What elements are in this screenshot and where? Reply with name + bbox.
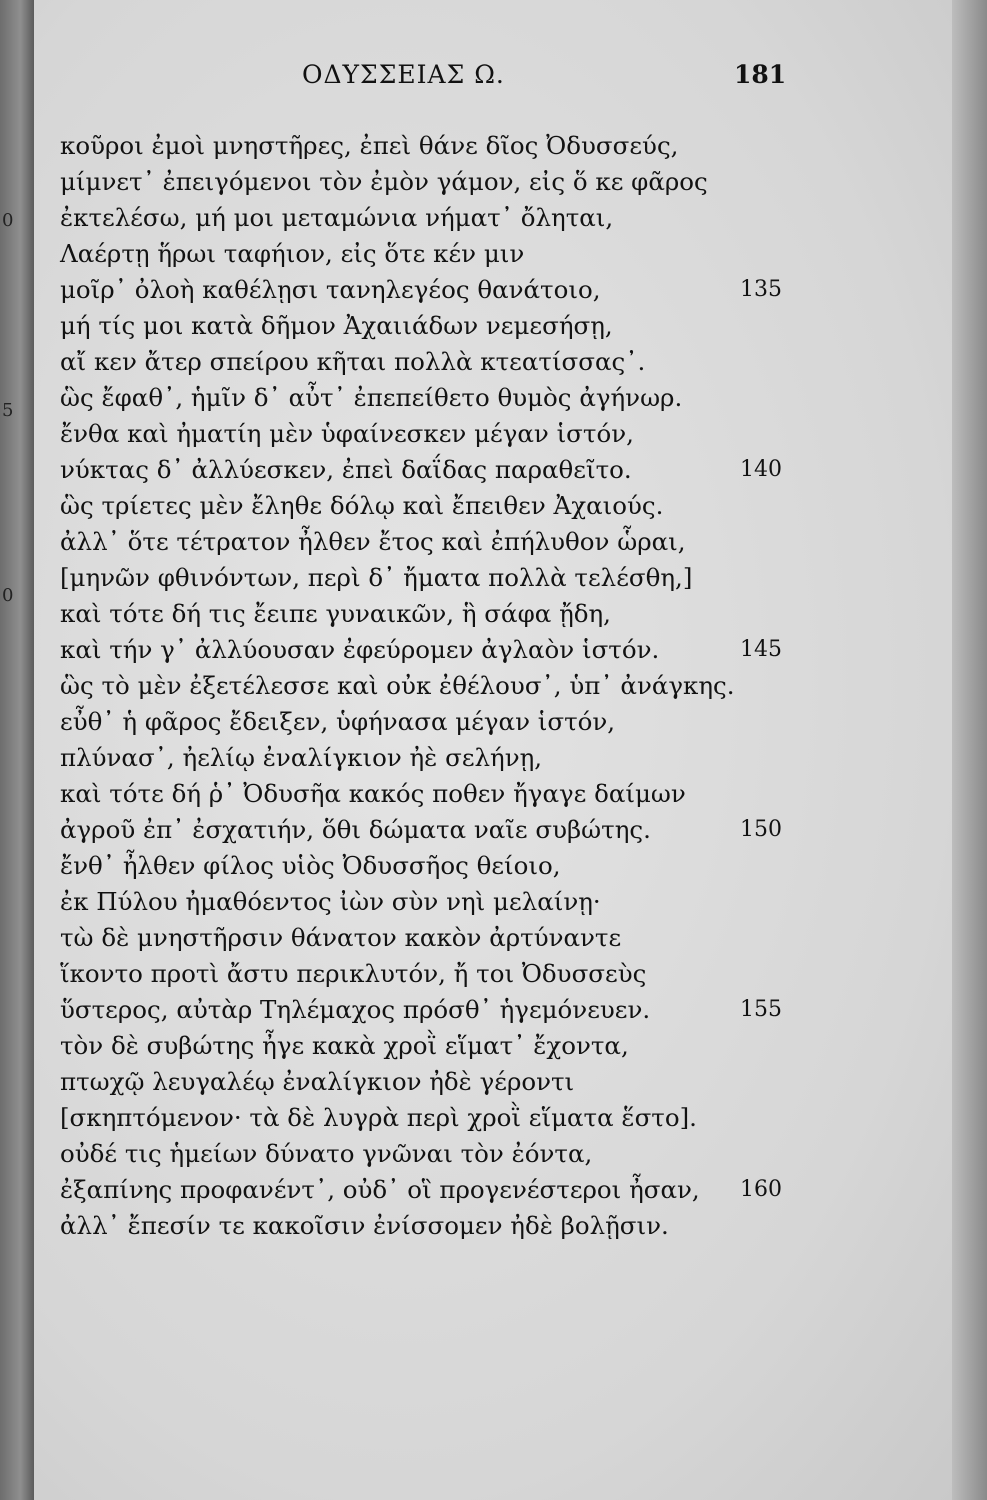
verse-text: κοῦροι ἐμοὶ μνηστῆρες, ἐπεὶ θάνε δῖος Ὀδυσσεύς, [60,131,679,160]
verse-line [60,560,820,596]
page-number: 181 [734,60,787,89]
line-number: 145 [740,637,782,662]
verse-line [60,524,820,560]
verse-text: εὖθ᾽ ἡ φᾶρος ἔδειξεν, ὑφήνασα μέγαν ἱστόν, [60,707,616,736]
verse-line [60,236,820,272]
verse-text: μοῖρ᾽ ὀλοὴ καθέλῃσι τανηλεγέος θανάτοιο, [60,275,601,304]
verse-line [60,488,820,524]
line-number: 160 [740,1177,782,1202]
verse-text: πλύνασ᾽, ἠελίῳ ἐναλίγκιον ἠὲ σελήνῃ, [60,743,543,772]
verse-line [60,596,820,632]
verse-line [60,884,820,920]
verse-line [60,380,820,416]
verse-line [60,272,820,308]
verse-line [60,740,820,776]
verse-line [60,1172,820,1208]
verse-block [60,128,820,1244]
verse-text: ὣς τρίετες μὲν ἔληθε δόλῳ καὶ ἔπειθεν Ἀχαιούς. [60,491,664,520]
edge-mark: 5 [2,400,14,421]
verse-text: ἵκοντο προτὶ ἄστυ περικλυτόν, ἤ τοι Ὀδυσσεὺς [60,959,647,988]
verse-text: ἀλλ᾽ ὅτε τέτρατον ἦλθεν ἔτος καὶ ἐπήλυθον ὧραι, [60,527,686,556]
verse-text: [μηνῶν φθινόντων, περὶ δ᾽ ἤματα πολλὰ τελέσθη,] [60,563,693,592]
facing-page-edge [0,0,34,1500]
verse-text: νύκτας δ᾽ ἀλλύεσκεν, ἐπεὶ δαΐδας παραθεῖτο. [60,455,632,484]
verse-text: οὐδέ τις ἡμείων δύνατο γνῶναι τὸν ἐόντα, [60,1139,593,1168]
verse-text: καὶ τότε δή ῥ᾽ Ὀδυσῆα κακός ποθεν ἤγαγε δαίμων [60,779,686,808]
verse-text: ὣς τὸ μὲν ἐξετέλεσσε καὶ οὐκ ἐθέλουσ᾽, ὑπ᾽ ἀνάγκης. [60,671,735,700]
verse-text: ὣς ἔφαθ᾽, ἡμῖν δ᾽ αὖτ᾽ ἐπεπείθετο θυμὸς ἀγήνωρ. [60,383,683,412]
verse-line [60,920,820,956]
line-number: 140 [740,457,782,482]
verse-line [60,668,820,704]
verse-text: αἴ κεν ἄτερ σπείρου κῆται πολλὰ κτεατίσσας᾽. [60,347,646,376]
line-number: 155 [740,997,782,1022]
line-number: 150 [740,817,782,842]
verse-text: ἀγροῦ ἐπ᾽ ἐσχατιήν, ὅθι δώματα ναῖε συβώτης. [60,815,651,844]
verse-line [60,416,820,452]
verse-line [60,308,820,344]
running-title: ΟΔΥΣΣΕΙΑΣ Ω. [302,60,505,89]
verse-text: τὸν δὲ συβώτης ἦγε κακὰ χροῒ εἵματ᾽ ἔχοντα, [60,1031,629,1060]
verse-line [60,992,820,1028]
edge-mark: 0 [2,585,14,606]
verse-text: μίμνετ᾽ ἐπειγόμενοι τὸν ἐμὸν γάμον, εἰς ὅ κε φᾶρος [60,167,708,196]
verse-line [60,1100,820,1136]
verse-line [60,704,820,740]
verse-text: ἔνθα καὶ ἠματίη μὲν ὑφαίνεσκεν μέγαν ἱστόν, [60,419,634,448]
verse-text: ἔνθ᾽ ἦλθεν φίλος υἱὸς Ὀδυσσῆος θείοιο, [60,851,561,880]
page-edge-shadow [952,0,987,1500]
verse-text: [σκηπτόμενον· τὰ δὲ λυγρὰ περὶ χροῒ εἵματα ἕστο]. [60,1103,697,1132]
edge-mark: 0 [2,210,14,231]
verse-text: καὶ τήν γ᾽ ἀλλύουσαν ἐφεύρομεν ἀγλαὸν ἱστόν. [60,635,660,664]
verse-text: τὼ δὲ μνηστῆρσιν θάνατον κακὸν ἀρτύναντε [60,923,622,952]
verse-line [60,1136,820,1172]
verse-text: πτωχῷ λευγαλέῳ ἐναλίγκιον ἠδὲ γέροντι [60,1067,575,1096]
verse-text: ἐκ Πύλου ἠμαθόεντος ἰὼν σὺν νηὶ μελαίνῃ· [60,887,601,916]
verse-line [60,344,820,380]
verse-line [60,452,820,488]
verse-line [60,164,820,200]
verse-text: μή τίς μοι κατὰ δῆμον Ἀχαιιάδων νεμεσήσῃ, [60,311,613,340]
verse-line [60,1064,820,1100]
verse-text: ἐκτελέσω, μή μοι μεταμώνια νήματ᾽ ὄληται, [60,203,614,232]
verse-text: καὶ τότε δή τις ἔειπε γυναικῶν, ἣ σάφα ᾔδη, [60,599,611,628]
verse-text: ἐξαπίνης προφανέντ᾽, οὐδ᾽ οἳ προγενέστεροι ἦσαν, [60,1175,700,1204]
verse-line [60,848,820,884]
line-number: 135 [740,277,782,302]
verse-line [60,776,820,812]
verse-line [60,1028,820,1064]
verse-line [60,200,820,236]
verse-line [60,812,820,848]
verse-line [60,128,820,164]
verse-text: Λαέρτῃ ἥρωι ταφήιον, εἰς ὅτε κέν μιν [60,239,525,268]
verse-line [60,632,820,668]
page-header [34,56,952,96]
verse-line [60,956,820,992]
verse-text: ἀλλ᾽ ἔπεσίν τε κακοῖσιν ἐνίσσομεν ἠδὲ βολῇσιν. [60,1211,669,1240]
verse-line [60,1208,820,1244]
verse-text: ὕστερος, αὐτὰρ Τηλέμαχος πρόσθ᾽ ἡγεμόνευεν. [60,995,651,1024]
